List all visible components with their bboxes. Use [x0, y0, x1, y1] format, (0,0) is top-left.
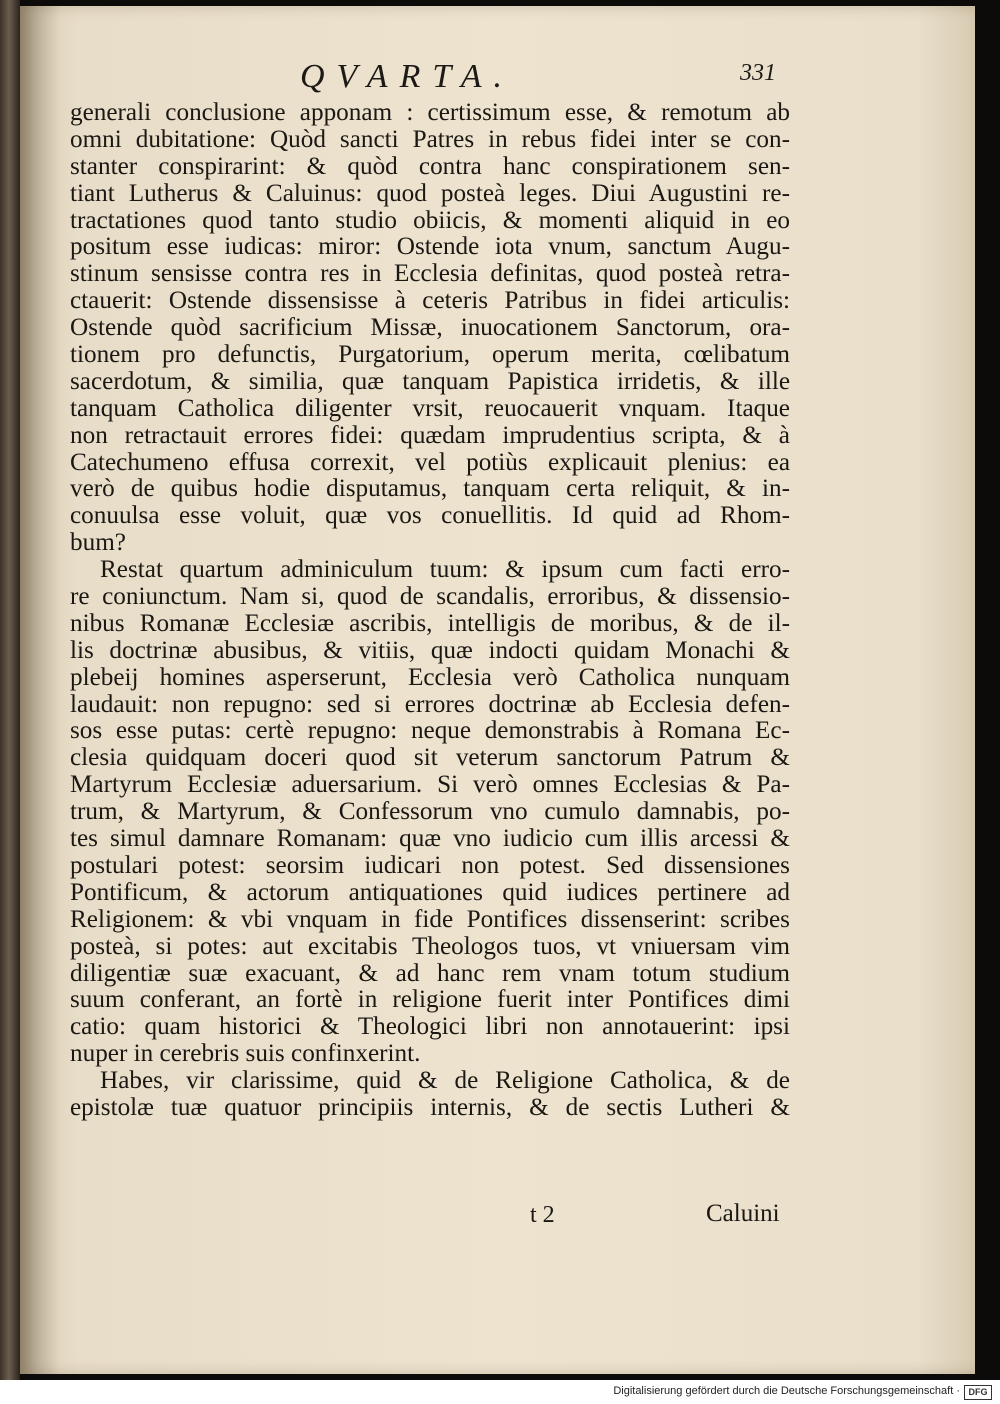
text-line: epistolæ tuæ quatuor principiis internis, & de sectis Lutheri &	[70, 1093, 790, 1121]
text-line: plebeij homines asperserunt, Ecclesia verò Catholica nunquam	[70, 663, 790, 691]
dfg-logo-icon: DFG	[964, 1385, 992, 1400]
text-line: verò de quibus hodie disputamus, tanquam certa reliquit, & in-	[70, 475, 790, 503]
main-text-block	[70, 100, 790, 1122]
text-line: nibus Romanæ Ecclesiæ ascribis, intelligis de moribus, & de il-	[70, 609, 790, 637]
signature-mark: t 2	[530, 1202, 555, 1228]
gutter-shadow	[20, 6, 60, 1374]
text-line: re coniunctum. Nam si, quod de scandalis, erroribus, & dissensio-	[70, 583, 790, 611]
paragraph-start-line: Habes, vir clarissime, quid & de Religione Catholica, & de	[100, 1067, 790, 1095]
text-line: diligentiæ suæ exacuant, & ad hanc rem vnam totum studium	[70, 959, 790, 987]
text-line: Martyrum Ecclesiæ aduersarium. Si verò omnes Ecclesias & Pa-	[70, 771, 790, 799]
text-line: tiant Lutherus & Caluinus: quod posteà leges. Diui Augustini re-	[70, 179, 790, 207]
text-line: sos esse putas: certè repugno: neque demonstrabis à Romana Ec-	[70, 717, 790, 745]
text-line: posteà, si potes: aut excitabis Theologos tuos, vt vniuersam vim	[70, 932, 790, 960]
book-spine	[0, 0, 20, 1380]
text-line: catio: quam historici & Theologici libri non annotauerint: ipsi	[70, 1013, 790, 1041]
text-line: non retractauit errores fidei: quædam imprudentius scripta, & à	[70, 421, 790, 449]
text-line: Catechumeno effusa correxit, vel potiùs explicauit plenius: ea	[70, 448, 790, 476]
footer-bar	[0, 1380, 1000, 1404]
text-line: clesia quidquam doceri quod sit veterum sanctorum Patrum &	[70, 744, 790, 772]
text-line: generali conclusione apponam : certissimum esse, & remotum ab	[70, 99, 790, 126]
text-line: tanquam Catholica diligenter vrsit, reuocauerit vnquam. Itaque	[70, 394, 790, 422]
text-line: bum?	[70, 529, 126, 557]
text-line: tractationes quod tanto studio obiicis, & momenti aliquid in eo	[70, 206, 790, 234]
text-line: sacerdotum, & similia, quæ tanquam Papistica irridetis, & ille	[70, 367, 790, 395]
running-head: QVARTA.	[300, 58, 514, 95]
text-line: lis doctrinæ abusibus, & vitiis, quæ indocti quidam Monachi &	[70, 636, 790, 664]
text-line: Religionem: & vbi vnquam in fide Pontifices dissenserint: scribes	[70, 905, 790, 933]
text-line: tes simul damnare Romanam: quæ vno iudicio cum illis arcessi &	[70, 825, 790, 853]
funding-credit: Digitalisierung gefördert durch die Deutsche Forschungsgemeinschaft ·	[613, 1385, 960, 1397]
text-line: Ostende quòd sacrificium Missæ, inuocationem Sanctorum, ora-	[70, 314, 790, 342]
text-line: nuper in cerebris suis confinxerint.	[70, 1040, 421, 1068]
text-line: laudauit: non repugno: sed si errores doctrinæ ab Ecclesia defen-	[70, 690, 790, 718]
text-line: positum esse iudicas: miror: Ostende iota vnum, sanctum Augu-	[70, 233, 790, 261]
catchword: Caluini	[706, 1200, 780, 1227]
text-line: suum conferant, an fortè in religione fuerit inter Pontifices dimi	[70, 986, 790, 1014]
page-number: 331	[740, 60, 776, 86]
text-line: postulari potest: seorsim iudicari non potest. Sed dissensiones	[70, 851, 790, 879]
text-line: Pontificum, & actorum antiquationes quid iudices pertinere ad	[70, 878, 790, 906]
paragraph-start-line: Restat quartum adminiculum tuum: & ipsum cum facti erro-	[100, 556, 790, 584]
text-line: ctauerit: Ostende dissensisse à ceteris Patribus in fidei articulis:	[70, 287, 790, 315]
text-line: stinum sensisse contra res in Ecclesia definitas, quod posteà retra-	[70, 260, 790, 288]
text-line: trum, & Martyrum, & Confessorum vno cumulo damnabis, po-	[70, 798, 790, 826]
text-line: omni dubitatione: Quòd sancti Patres in rebus fidei inter se con-	[70, 125, 790, 153]
text-line: tionem pro defunctis, Purgatorium, operum merita, cœlibatum	[70, 341, 790, 369]
text-line: stanter conspirarint: & quòd contra hanc conspirationem sen-	[70, 152, 790, 180]
text-line: conuulsa esse voluit, quæ vos conuellitis. Id quid ad Rhom-	[70, 502, 790, 530]
